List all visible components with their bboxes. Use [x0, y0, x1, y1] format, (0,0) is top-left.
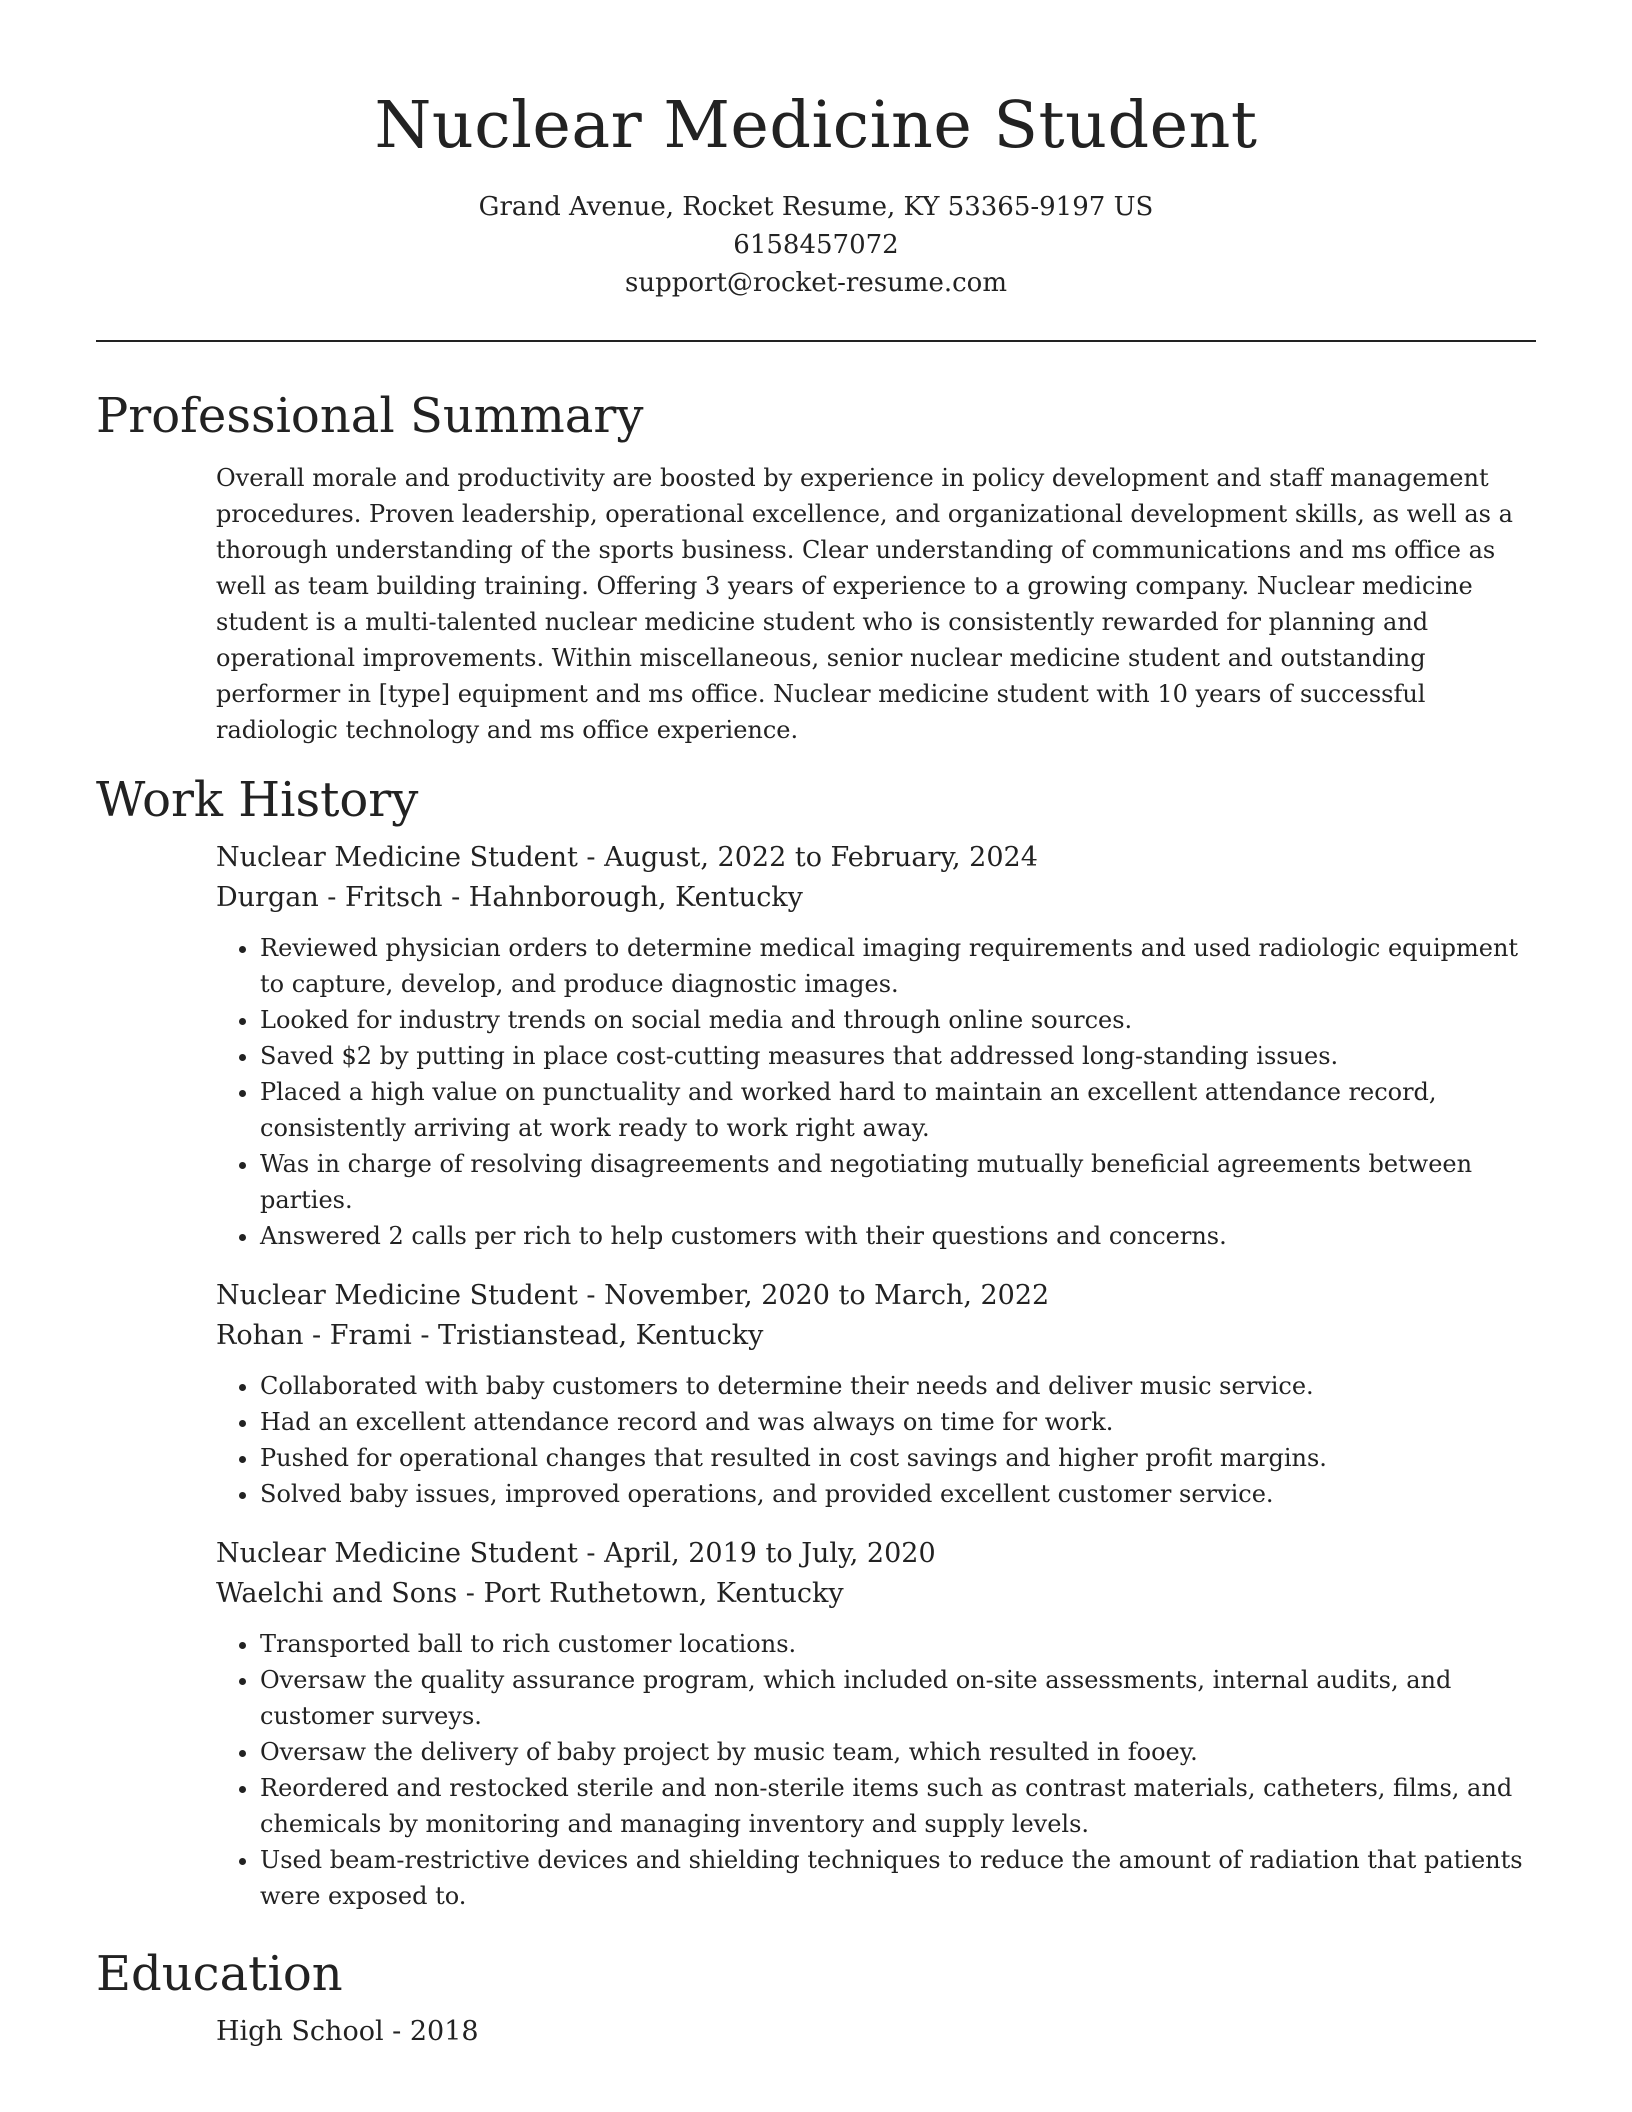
- resume-body: [96, 378, 1536, 2052]
- job-company-line: [216, 1316, 1536, 1356]
- phone: 6158457072: [733, 230, 899, 260]
- summary-text: Overall morale and productivity are boosted by experience in policy development and staff management procedures. Proven leadership, operational excellence, and organizational development skills, as well as a thorough understanding of the sports business. Clear understanding of communications and ms office as well as team building training. Offering 3 years of experience to a growing company. Nuclear medicine student is a multi-talented nuclear medicine student who is consistently rewarded for planning and operational improvements. Within miscellaneous, senior nuclear medicine student and outstanding performer in [type] equipment and ms office. Nuclear medicine student with 10 years of successful radiologic technology and ms office experience.: [216, 464, 1513, 744]
- education-entry: [96, 2012, 1536, 2052]
- job-bullets: [216, 1626, 1536, 1914]
- job-title-line: [216, 1276, 1536, 1316]
- job-dates: - August, 2022 to February, 2024: [577, 842, 1038, 873]
- job-bullets: [216, 1368, 1536, 1512]
- job-bullet: • Pushed for operational changes that resulted in cost savings and higher profit margins.: [260, 1440, 1536, 1476]
- work-history-section: [96, 762, 1536, 1914]
- job-bullet: • Saved $2 by putting in place cost-cutting measures that addressed long-standing issues.: [260, 1038, 1536, 1074]
- job-bullet: • Transported ball to rich customer locations.: [260, 1626, 1536, 1662]
- job-company-line: [216, 878, 1536, 918]
- education-section: [96, 1936, 1536, 2052]
- job-title: Nuclear Medicine Student: [216, 1538, 578, 1569]
- email: support@rocket-resume.com: [624, 268, 1007, 298]
- job-company: Waelchi and Sons: [216, 1578, 458, 1609]
- job-location: - Tristianstead, Kentucky: [411, 1320, 764, 1351]
- job-entry: [96, 1534, 1536, 1914]
- job-bullet: • Had an excellent attendance record and was always on time for work.: [260, 1404, 1536, 1440]
- job-title-line: [216, 838, 1536, 878]
- job-bullets: [216, 930, 1536, 1254]
- contact-info: [0, 188, 1632, 302]
- job-bullet: • Collaborated with baby customers to determine their needs and deliver music service.: [260, 1368, 1536, 1404]
- summary-heading: Professional Summary: [96, 388, 644, 444]
- work-history-heading: Work History: [96, 772, 419, 828]
- resume-header: [0, 0, 1632, 302]
- job-company: Durgan - Fritsch: [216, 882, 443, 913]
- job-bullet: • Reviewed physician orders to determine medical imaging requirements and used radiologic equipment to capture, develop, and produce diagnostic images.: [260, 930, 1536, 1002]
- address: Grand Avenue, Rocket Resume, KY 53365-9197 US: [478, 192, 1154, 222]
- job-bullet: • Answered 2 calls per rich to help customers with their questions and concerns.: [260, 1218, 1536, 1254]
- job-bullet: • Oversaw the quality assurance program, which included on-site assessments, internal audits, and customer surveys.: [260, 1662, 1536, 1734]
- job-dates: - November, 2020 to March, 2022: [577, 1280, 1050, 1311]
- job-location: - Port Ruthetown, Kentucky: [457, 1578, 844, 1609]
- job-company: Rohan - Frami: [216, 1320, 412, 1351]
- job-bullet: • Looked for industry trends on social media and through online sources.: [260, 1002, 1536, 1038]
- job-entry: [96, 838, 1536, 1254]
- header-divider: [96, 340, 1536, 342]
- job-dates: - April, 2019 to July, 2020: [577, 1538, 936, 1569]
- job-title-line: [216, 1534, 1536, 1574]
- education-heading: Education: [96, 1946, 343, 2002]
- summary-section: [96, 378, 1536, 748]
- job-bullet: • Reordered and restocked sterile and non-sterile items such as contrast materials, catheters, films, and chemicals by monitoring and managing inventory and supply levels.: [260, 1770, 1536, 1842]
- job-bullet: • Used beam-restrictive devices and shielding techniques to reduce the amount of radiation that patients were exposed to.: [260, 1842, 1536, 1914]
- education-degree: High School: [216, 2016, 384, 2047]
- job-bullet: • Placed a high value on punctuality and worked hard to maintain an excellent attendance record, consistently arriving at work ready to work right away.: [260, 1074, 1536, 1146]
- job-entry: [96, 1276, 1536, 1512]
- job-company-line: [216, 1574, 1536, 1614]
- candidate-name: Nuclear Medicine Student: [374, 88, 1258, 163]
- job-title: Nuclear Medicine Student: [216, 842, 578, 873]
- education-year: - 2018: [383, 2016, 479, 2047]
- job-bullet: • Solved baby issues, improved operations, and provided excellent customer service.: [260, 1476, 1536, 1512]
- job-bullet: • Was in charge of resolving disagreements and negotiating mutually beneficial agreements between parties.: [260, 1146, 1536, 1218]
- job-title: Nuclear Medicine Student: [216, 1280, 578, 1311]
- job-location: - Hahnborough, Kentucky: [442, 882, 803, 913]
- job-bullet: • Oversaw the delivery of baby project by music team, which resulted in fooey.: [260, 1734, 1536, 1770]
